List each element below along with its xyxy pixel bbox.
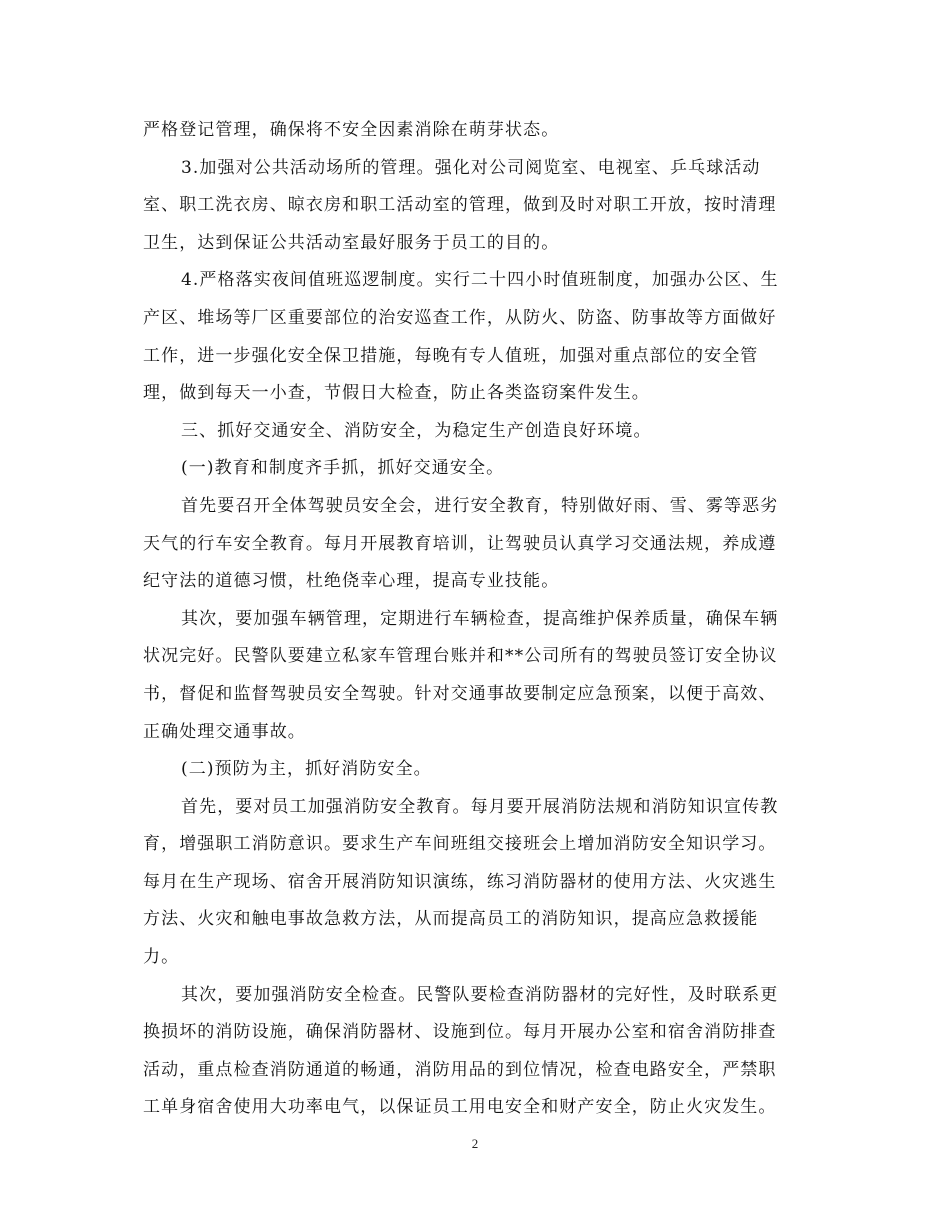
paragraph [143, 450, 803, 488]
text-line: 理，做到每天一小查，节假日大检查，防止各类盗窃案件发生。 [143, 383, 650, 404]
paragraph [143, 977, 803, 1127]
text-line: 育，增强职工消防意识。要求生产车间班组交接班会上增加消防安全知识学习。 [143, 834, 777, 855]
text-line: 严格登记管理，确保将不安全因素消除在萌芽状态。 [143, 120, 560, 140]
paragraph [143, 112, 803, 150]
text-line: 卫生，达到保证公共活动室最好服务于员工的目的。 [143, 232, 560, 253]
text-line: 产区、堆场等厂区重要部位的治安巡查工作，从防火、防盗、防事故等方面做好 [143, 307, 777, 328]
text-line: 活动，重点检查消防通道的畅通，消防用品的到位情况，检查电路安全，严禁职 [143, 1059, 777, 1080]
text-line: 每月在生产现场、宿舍开展消防知识演练，练习消防器材的使用方法、火灾逃生 [143, 871, 777, 892]
text-line: 天气的行车安全教育。每月开展教育培训，让驾驶员认真学习交通法规，养成遵 [143, 533, 777, 554]
text-line: 换损坏的消防设施，确保消防器材、设施到位。每月开展办公室和宿舍消防排查 [143, 1022, 777, 1043]
paragraph [143, 751, 803, 789]
text-line: 力。 [143, 947, 180, 968]
text-line: (二)预防为主，抓好消防安全。 [181, 759, 432, 780]
text-line: (一)教育和制度齐手抓，抓好交通安全。 [181, 458, 505, 479]
text-line: 状况完好。民警队要建立私家车管理台账并和**公司所有的驾驶员签订安全协议 [143, 646, 778, 667]
text-line: 室、职工洗衣房、晾衣房和职工活动室的管理，做到及时对职工开放，按时清理 [143, 195, 777, 216]
paragraph [143, 150, 803, 263]
text-line: 3.加强对公共活动场所的管理。强化对公司阅览室、电视室、乒乓球活动 [181, 157, 761, 178]
document-body [143, 112, 803, 1127]
text-line: 方法、火灾和触电事故急救方法，从而提高员工的消防知识，提高应急救援能 [143, 909, 759, 930]
page-number: 2 [471, 1136, 479, 1151]
text-line: 首先，要对员工加强消防安全教育。每月要开展消防法规和消防知识宣传教 [181, 796, 779, 817]
text-line: 正确处理交通事故。 [143, 721, 306, 742]
paragraph [143, 488, 803, 601]
paragraph [143, 789, 803, 977]
text-line: 其次，要加强消防安全检查。民警队要检查消防器材的完好性，及时联系更 [181, 984, 779, 1005]
text-line: 4.严格落实夜间值班巡逻制度。实行二十四小时值班制度，加强办公区、生 [181, 270, 779, 291]
paragraph [143, 262, 803, 412]
text-line: 首先要召开全体驾驶员安全会，进行安全教育，特别做好雨、雪、雾等恶劣 [181, 495, 779, 516]
text-line: 工作，进一步强化安全保卫措施，每晚有专人值班，加强对重点部位的安全管 [143, 345, 759, 366]
paragraph [143, 413, 803, 451]
text-line: 三、抓好交通安全、消防安全，为稳定生产创造良好环境。 [181, 420, 652, 441]
text-line: 纪守法的道德习惯，杜绝侥幸心理，提高专业技能。 [143, 571, 560, 592]
text-line: 工单身宿舍使用大功率电气，以保证员工用电安全和财产安全，防止火灾发生。 [143, 1097, 777, 1118]
text-line: 其次，要加强车辆管理，定期进行车辆检查，提高维护保养质量，确保车辆 [181, 608, 779, 629]
paragraph [143, 601, 803, 751]
text-line: 书，督促和监督驾驶员安全驾驶。针对交通事故要制定应急预案，以便于高效、 [143, 683, 777, 704]
